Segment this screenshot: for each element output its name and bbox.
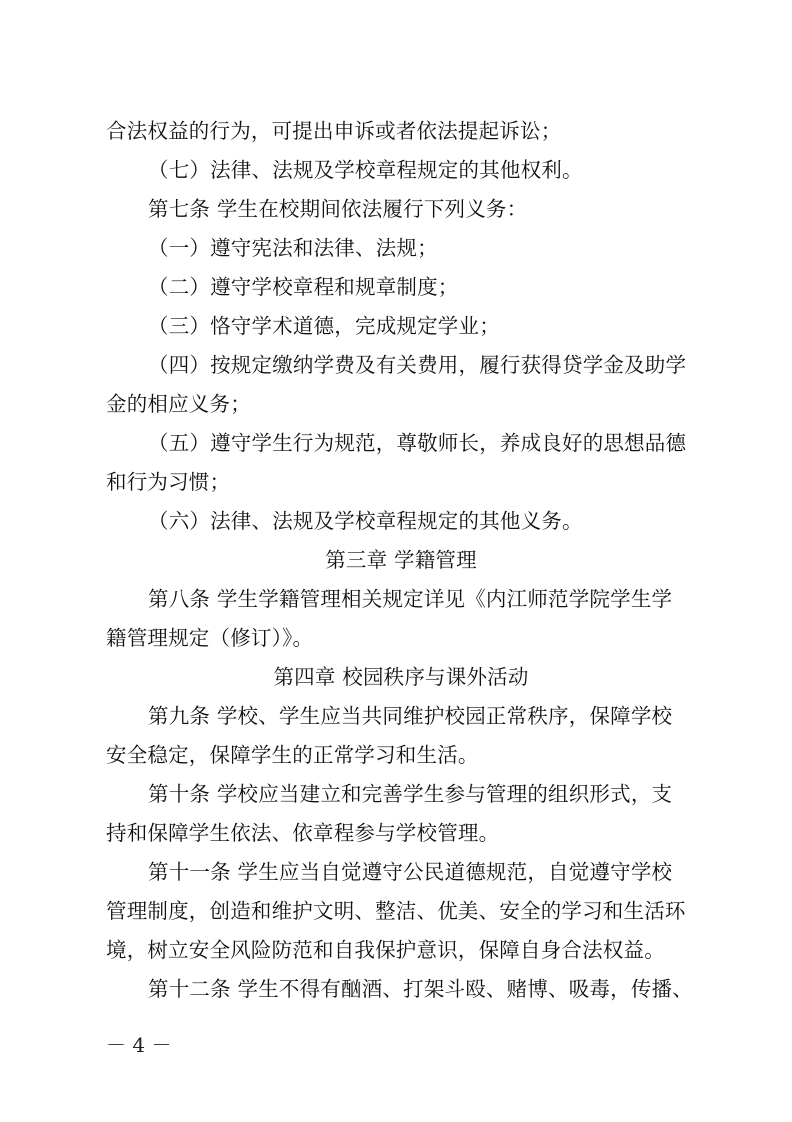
text-line: （二）遵守学校章程和规章制度； (148, 275, 459, 299)
text-line: 第十一条 学生应当自觉遵守公民道德规范，自觉遵守学校 (148, 860, 673, 884)
text-line: （四）按规定缴纳学费及有关费用，履行获得贷学金及助学 (148, 353, 687, 377)
text-line: （七）法律、法规及学校章程规定的其他权利。 (148, 158, 583, 182)
page-number: － 4 － (106, 1033, 172, 1057)
text-line: 第九条 学校、学生应当共同维护校园正常秩序，保障学校 (148, 704, 673, 728)
chapter-heading: 第三章 学籍管理 (325, 548, 477, 572)
text-line: 金的相应义务； (106, 392, 251, 416)
text-line: 第十条 学校应当建立和完善学生参与管理的组织形式，支 (148, 782, 673, 806)
text-line: 第七条 学生在校期间依法履行下列义务： (148, 197, 528, 221)
text-line: 境，树立安全风险防范和自我保护意识，保障自身合法权益。 (106, 938, 665, 962)
text-line: 第十二条 学生不得有酗酒、打架斗殴、赌博、吸毒，传播、 (148, 977, 693, 1001)
text-line: 管理制度，创造和维护文明、整洁、优美、安全的学习和生活环 (106, 899, 686, 923)
text-line: 合法权益的行为，可提出申诉或者依法提起诉讼； (106, 119, 562, 143)
chapter-heading: 第四章 校园秩序与课外活动 (273, 665, 529, 689)
text-line: 持和保障学生依法、依章程参与学校管理。 (106, 821, 500, 845)
text-line: （六）法律、法规及学校章程规定的其他义务。 (148, 509, 583, 533)
document-body (106, 112, 696, 1009)
text-line: 和行为习惯； (106, 470, 231, 494)
text-line: （五）遵守学生行为规范，尊敬师长，养成良好的思想品德 (148, 431, 687, 455)
text-line: 安全稳定，保障学生的正常学习和生活。 (106, 743, 479, 767)
text-line: （三）恪守学术道德，完成规定学业； (148, 314, 500, 338)
text-line: 籍管理规定（修订）》。 (106, 626, 314, 650)
text-line: 第八条 学生学籍管理相关规定详见《内江师范学院学生学 (148, 587, 673, 611)
text-line: （一）遵守宪法和法律、法规； (148, 236, 438, 260)
